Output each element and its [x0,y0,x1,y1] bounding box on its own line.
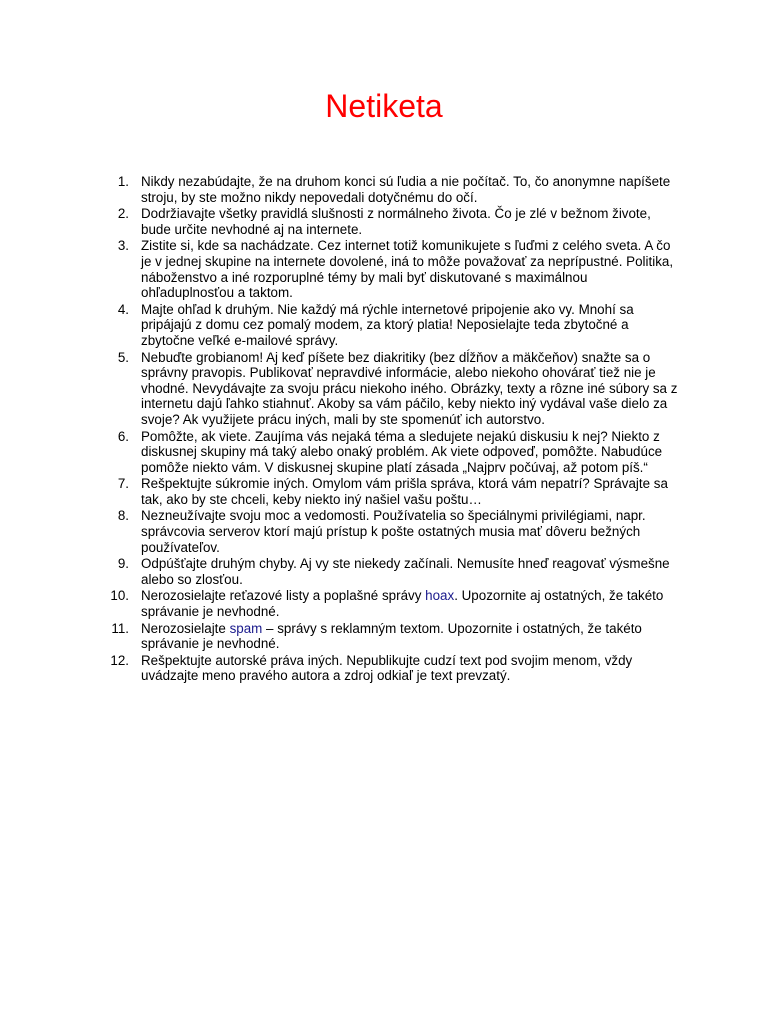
list-item [110,652,681,684]
item-text: Nikdy nezabúdajte, že na druhom konci sú ľudia a nie počítač. To, čo anonymne napíšete stroju, by ste možno nikdy nepovedali dotyčnému do očí. [141,174,671,205]
item-number: 3. [117,238,129,254]
item-text: Odpúšťajte druhým chyby. Aj vy ste niekedy začínali. Nemusíte hneď reagovať výsmešne alebo so zlosťou. [141,556,670,587]
spam-link[interactable]: spam [229,620,263,636]
list-item [110,588,681,620]
list-item [117,238,681,301]
item-text: Nebuďte grobianom! Aj keď píšete bez diakritiky (bez dĺžňov a mäkčeňov) snažte sa o správny pravopis. Publikovať nepravdivé informácie, alebo niekoho ohovárať tiež nie je vhodné. Nevydávajte za svoju prácu niekoho iného. Obrázky, texty a rôzne iné súbory sa z internetu dajú ľahko stiahnuť. Akoby sa vám páčilo, keby niekto iný vydával vaše dielo za svoje? Ak využijete prácu iných, mali by ste spomenúť ich autorstvo. [141,349,678,427]
list-item [117,556,681,587]
item-text: Dodržiavajte všetky pravidlá slušnosti z normálneho života. Čo je zlé v bežnom živote, bude určite nevhodné aj na internete. [141,206,651,237]
list-item [117,206,681,237]
list-item [117,508,681,555]
item-text: Pomôžte, ak viete. Zaujíma vás nejaká téma a sledujete nejakú diskusiu k nej? Niekto z diskusnej skupiny má taký alebo onaký problém. Ak viete odpoveď, pomôžte. Nabudúce pomôže niekto vám. V diskusnej skupine platí zásada „Najprv počúvaj, až potom píš.“ [141,428,663,475]
list-item [111,620,681,652]
item-text: Rešpektujte súkromie iných. Omylom vám prišla správa, ktorá vám nepatrí? Správajte sa tak, ako by ste chceli, keby niekto iný našiel vašu poštu… [141,476,668,507]
list-item [117,301,681,349]
item-text-after: . Upozornite aj ostatných, že takéto správanie je nevhodné. [141,588,664,620]
list-item [117,476,681,507]
item-number: 5. [117,349,129,365]
item-number: 12. [110,652,129,668]
item-text-after: – správy s reklamným textom. Upozornite i ostatných, že takéto správanie je nevhodné. [141,620,642,652]
item-number: 9. [117,556,129,572]
hoax-link[interactable]: hoax [425,588,455,604]
item-number: 4. [117,301,129,317]
item-text: Rešpektujte autorské práva iných. Nepublikujte cudzí text pod svojim menom, vždy uvádzajte meno pravého autora a zdroj odkiaľ je text prevzatý. [141,652,633,684]
rules-list [110,174,681,685]
item-text: Zistite si, kde sa nachádzate. Cez internet totiž komunikujete s ľuďmi z celého sveta. A čo je v jednej skupine na internete dovolené, iná to môže považovať za neprípustné. Politika, náboženstvo a iné rozporuplné témy by mali byť diskutované s maximálnou ohľaduplnosťou a taktom. [141,238,674,301]
item-text-before: Nerozosielajte reťazové listy a poplašné správy [141,588,426,604]
item-text: Majte ohľad k druhým. Nie každý má rýchle internetové pripojenie ako vy. Mnohí sa pripájajú z domu cez pomalý modem, za ktorý platia! Neposielajte teda zbytočné a zbytočne veľké e-mailové správy. [141,301,634,348]
list-item [117,174,681,205]
item-number: 7. [117,476,129,492]
list-item [117,349,681,428]
item-number: 1. [117,174,129,189]
item-text-before: Nerozosielajte [141,620,230,636]
list-item [117,428,681,476]
item-number: 11. [111,620,129,636]
item-number: 10. [110,588,129,604]
item-number: 6. [117,428,129,444]
item-number: 8. [117,508,129,524]
page-title: Netiketa [325,88,443,124]
item-number: 2. [117,206,129,222]
item-text: Nezneužívajte svoju moc a vedomosti. Používatelia so špeciálnymi privilégiami, napr. správcovia serverov ktorí majú prístup k pošte ostatných musia mať dôveru bežných používateľov. [141,508,646,555]
